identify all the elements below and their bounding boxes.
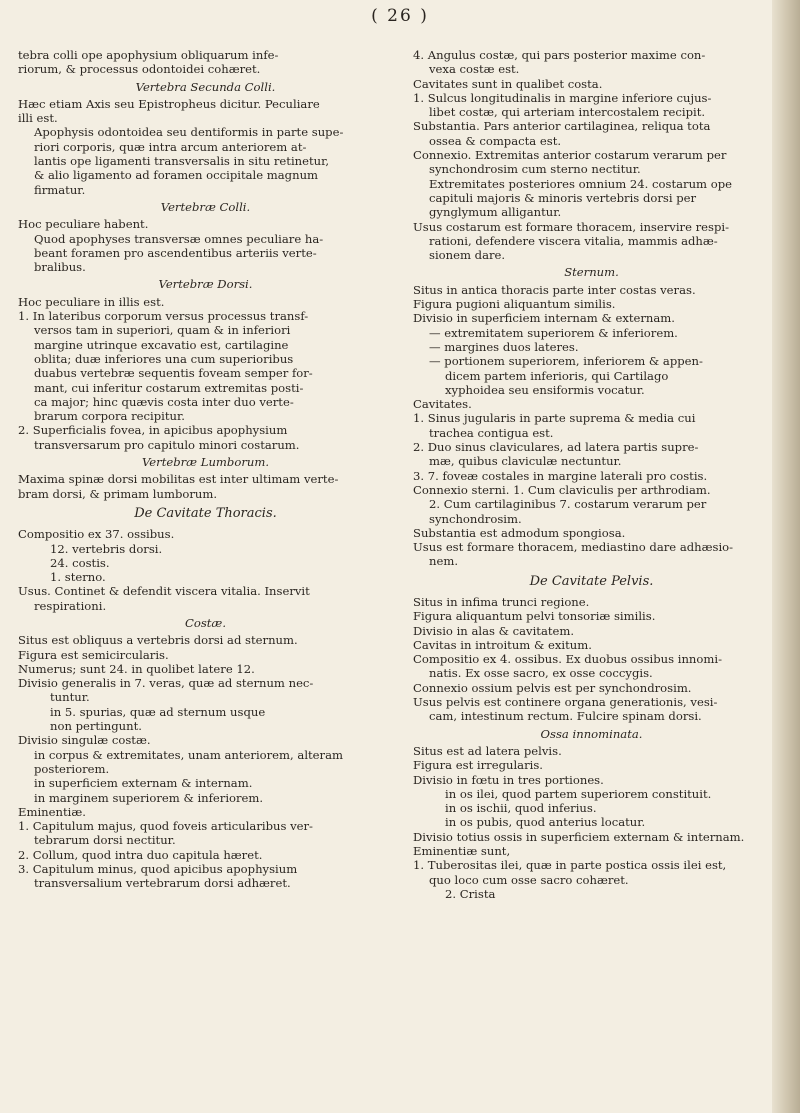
text-line: — margines duos lateres. (429, 339, 579, 354)
text-line: Hoc peculiare habent. (18, 217, 149, 232)
text-line: ca major; hinc quævis costa inter duo verte- (34, 394, 294, 409)
text-line: — portionem superiorem, inferiorem & appen- (429, 354, 703, 369)
text-line: Divisio totius ossis in superficiem externam & internam. (413, 829, 745, 844)
text-line: Substantia est admodum spongiosa. (413, 525, 626, 540)
text-line: nem. (429, 554, 459, 569)
text-line: Figura est irregularis. (413, 758, 543, 773)
text-line: posteriorem. (34, 761, 110, 776)
text-line: Substantia. Pars anterior cartilaginea, reliqua tota (413, 119, 711, 134)
text-line: 12. vertebris dorsi. (50, 541, 163, 556)
text-line: Cavitates sunt in qualibet costa. (413, 76, 603, 91)
text-line: in corpus & extremitates, unam anteriorem, alteram (34, 747, 343, 762)
page-edge-binding (772, 0, 800, 1113)
text-line: cam, intestinum rectum. Fulcire spinam dorsi. (429, 709, 702, 724)
text-line: Usus est formare thoracem, mediastino dare adhæsio- (413, 540, 734, 555)
text-line: Hæc etiam Axis seu Epistropheus dicitur. Peculiare (18, 96, 320, 111)
text-line: tuntur. (50, 690, 90, 705)
text-line: mant, cui inferitur costarum extremitas posti- (34, 380, 304, 395)
text-line: in os pubis, quod anterius locatur. (445, 815, 646, 830)
text-line: Maxima spinæ dorsi mobilitas est inter ultimam verte- (18, 472, 339, 487)
text-line: trachea contigua est. (429, 425, 554, 440)
text-line: Compositio ex 37. ossibus. (18, 527, 175, 542)
text-line: Connexio. Extremitas anterior costarum verarum per (413, 148, 727, 163)
section-heading: Vertebræ Lumborum. (141, 455, 270, 470)
text-line: 3. 7. foveæ costales in margine laterali pro costis. (413, 468, 708, 483)
left-column (18, 48, 393, 891)
text-line: in 5. spurias, quæ ad sternum usque (50, 704, 266, 719)
text-line: respirationi. (34, 598, 107, 613)
text-line: 1. Capitulum majus, quod foveis articularibus ver- (18, 819, 313, 834)
text-line: versos tam in superiori, quam & in inferiori (34, 323, 291, 338)
text-line: firmatur. (34, 182, 86, 197)
text-line: 1. In lateribus corporum versus processus transf- (18, 309, 309, 324)
text-line: 1. Tuberositas ilei, quæ in parte postica ossis ilei est, (413, 858, 727, 873)
text-line: 3. Capitulum minus, quod apicibus apophysium (18, 862, 298, 877)
section-heading: Vertebra Secunda Colli. (135, 79, 276, 94)
text-line: Usus costarum est formare thoracem, inservire respi- (413, 219, 730, 234)
text-line: Extremitates posteriores omnium 24. costarum ope (429, 176, 732, 191)
text-line: riori corporis, quæ intra arcum anteriorem at- (34, 139, 307, 154)
text-line: — extremitatem superiorem & inferiorem. (429, 325, 678, 340)
text-line: bram dorsi, & primam lumborum. (18, 486, 218, 501)
text-line: natis. Ex osse sacro, ex osse coccygis. (429, 666, 653, 681)
text-line: 2. Duo sinus claviculares, ad latera partis supre- (413, 440, 699, 455)
text-line: Hoc peculiare in illis est. (18, 294, 165, 309)
text-line: synchondrosim. (429, 511, 522, 526)
text-line: in marginem superiorem & inferiorem. (34, 790, 264, 805)
text-line: Eminentiæ. (18, 804, 86, 819)
text-line: 2. Crista (445, 886, 496, 901)
section-heading: Vertebræ Dorsi. (158, 277, 253, 292)
right-column (413, 48, 770, 901)
text-line: Situs in antica thoracis parte inter costas veras. (413, 282, 696, 297)
text-line: vexa costæ est. (429, 62, 520, 77)
text-line: tebra colli ope apophysium obliquarum infe- (18, 48, 279, 62)
text-line: Apophysis odontoidea seu dentiformis in parte supe- (34, 125, 344, 140)
page-number: ( 26 ) (371, 6, 429, 26)
section-heading: De Cavitate Thoracis. (134, 505, 277, 521)
text-line: bralibus. (34, 260, 86, 275)
text-line: riorum, & processus odontoidei cohæret. (18, 62, 261, 77)
text-line: in os ilei, quod partem superiorem constituit. (445, 786, 712, 801)
text-line: ossea & compacta est. (429, 133, 562, 148)
text-line: 1. Sinus jugularis in parte suprema & media cui (413, 411, 696, 426)
text-line: Figura aliquantum pelvi tonsoriæ similis. (413, 609, 656, 624)
section-heading: Vertebræ Colli. (160, 199, 251, 214)
text-line: in os ischii, quod inferius. (445, 801, 597, 816)
text-line: 24. costis. (50, 555, 110, 570)
text-line: Situs est ad latera pelvis. (413, 743, 562, 758)
text-line: Divisio in superficiem internam & externam. (413, 311, 675, 326)
text-line: Cavitas in introitum & exitum. (413, 637, 592, 652)
text-line: 2. Collum, quod intra duo capitula hæret. (18, 847, 263, 862)
text-line: Quod apophyses transversæ omnes peculiare ha- (34, 231, 324, 246)
text-line: libet costæ, qui arteriam intercostalem recipit. (429, 105, 706, 120)
text-line: Usus. Continet & defendit viscera vitalia. Inservit (18, 584, 310, 599)
text-line: oblita; duæ inferiores una cum superioribus (34, 351, 294, 366)
text-line: 1. sterno. (50, 570, 106, 585)
text-line: 1. Sulcus longitudinalis in margine inferiore cujus- (413, 90, 712, 105)
text-line: illi est. (18, 111, 58, 126)
text-line: Divisio singulæ costæ. (18, 733, 151, 748)
text-line: duabus vertebræ sequentis foveam semper for- (34, 366, 313, 381)
text-line: sionem dare. (429, 248, 506, 263)
text-line: Figura pugioni aliquantum similis. (413, 297, 616, 312)
text-line: Eminentiæ sunt, (413, 844, 511, 859)
text-line: beant foramen pro ascendentibus arteriis verte- (34, 245, 317, 260)
text-line: non pertingunt. (50, 719, 142, 734)
text-line: xyphoidea seu ensiformis vocatur. (445, 382, 645, 397)
text-line: 2. Cum cartilaginibus 7. costarum verarum per (429, 497, 707, 512)
text-line: Situs est obliquus a vertebris dorsi ad sternum. (18, 633, 298, 648)
text-line: transversalium vertebrarum dorsi adhæret. (34, 876, 291, 891)
text-line: Figura est semicircularis. (18, 647, 169, 662)
text-line: mæ, quibus claviculæ nectuntur. (429, 454, 622, 469)
text-line: lantis ope ligamenti transversalis in situ retinetur, (34, 154, 330, 169)
text-line: Connexio ossium pelvis est per synchondrosim. (413, 680, 692, 695)
text-line: transversarum pro capitulo minori costarum. (34, 437, 300, 452)
text-line: 4. Angulus costæ, qui pars posterior maxime con- (413, 48, 706, 62)
text-line: synchondrosim cum sterno nectitur. (429, 162, 641, 177)
text-line: Compositio ex 4. ossibus. Ex duobus ossibus innomi- (413, 652, 722, 667)
text-line: dicem partem inferioris, qui Cartilago (445, 368, 669, 383)
text-line: capituli majoris & minoris vertebris dorsi per (429, 190, 697, 205)
text-line: Divisio in fœtu in tres portiones. (413, 772, 604, 787)
text-line: in superficiem externam & internam. (34, 776, 253, 791)
text-line: quo loco cum osse sacro cohæret. (429, 872, 629, 887)
text-line: Situs in infima trunci regione. (413, 594, 590, 609)
section-heading: Costæ. (184, 615, 227, 630)
text-line: 2. Superficialis fovea, in apicibus apophysium (18, 423, 288, 438)
section-heading: Sternum. (564, 265, 619, 280)
text-line: Divisio generalis in 7. veras, quæ ad sternum nec- (18, 676, 314, 691)
text-line: & alio ligamento ad foramen occipitale magnum (34, 168, 319, 183)
text-line: Numerus; sunt 24. in quolibet latere 12. (18, 661, 255, 676)
section-heading: Ossa innominata. (540, 726, 643, 741)
text-line: Connexio sterni. 1. Cum claviculis per arthrodiam. (413, 482, 711, 497)
text-line: brarum corpora recipitur. (34, 409, 185, 424)
text-line: Divisio in alas & cavitatem. (413, 623, 575, 638)
text-line: Cavitates. (413, 397, 472, 412)
section-heading: De Cavitate Pelvis. (529, 573, 654, 589)
text-line: rationi, defendere viscera vitalia, mammis adhæ- (429, 233, 718, 248)
text-line: tebrarum dorsi nectitur. (34, 833, 176, 848)
text-line: Usus pelvis est continere organa generationis, vesi- (413, 695, 718, 710)
text-line: margine utrinque excavatio est, cartilagine (34, 337, 289, 352)
text-line: gynglymum alligantur. (429, 205, 562, 220)
